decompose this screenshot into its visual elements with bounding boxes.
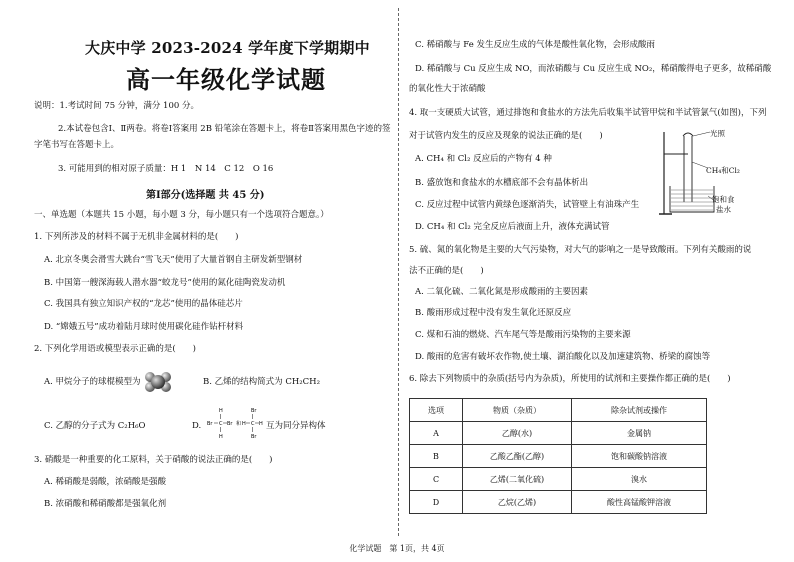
table-cell: 酸性高锰酸钾溶液 xyxy=(572,491,707,514)
part1-instructions: 一、单选题（本题共 15 小题，每小题 3 分，每小题只有一个选项符合题意。） xyxy=(34,210,329,220)
q3-option-a: A. 稀硝酸是弱酸，浓硝酸是强酸 xyxy=(44,477,167,487)
q2-stem: 2. 下列化学用语或模型表示正确的是( ) xyxy=(34,344,196,354)
q1-stem: 1. 下列所涉及的材料不属于无机非金属材料的是( ) xyxy=(34,232,239,242)
q2-option-a: A. 甲烷分子的球棍模型为 xyxy=(44,377,141,387)
left-column xyxy=(0,0,398,540)
table-cell: 溴水 xyxy=(572,468,707,491)
table-cell: B xyxy=(410,445,463,468)
svg-text:C: C xyxy=(251,421,255,427)
q6-options-table xyxy=(409,398,707,514)
table-header: 除杂试剂或操作 xyxy=(572,399,707,422)
exam-title: 高一年级化学试题 xyxy=(126,65,326,94)
q3-option-d-line1: D. 稀硝酸与 Cu 反应生成 NO，而浓硝酸与 Cu 反应生成 NO₂，稀硝酸得电子更多，故稀硝酸 xyxy=(415,64,772,74)
q6-stem: 6. 除去下列物质中的杂质(括号内为杂质)，所使用的试剂和主要操作都正确的是( ) xyxy=(409,374,731,384)
q2-option-b: B. 乙烯的结构简式为 CH₂CH₂ xyxy=(203,377,321,387)
q5-stem-line2: 法不正确的是( ) xyxy=(409,266,484,276)
page-footer: 化学试题 第 1页，共 4页 xyxy=(349,544,445,553)
q4-option-d: D. CH₄ 和 Cl₂ 完全反应后液面上升，液体充满试管 xyxy=(415,222,610,232)
q3-option-b: B. 浓硝酸和稀硝酸都是强氧化剂 xyxy=(44,499,167,509)
school-title: 大庆中学 2023-2024 学年度下学期期中 xyxy=(85,39,370,57)
q5-stem-line1: 5. 硫、氮的氧化物是主要的大气污染物，对大气的影响之一是导致酸雨。下列有关酸雨的说 xyxy=(409,245,752,255)
dibromomethane-structural-formulas xyxy=(207,406,265,450)
q2-option-d-suffix: 互为同分异构体 xyxy=(266,421,326,431)
label-ch4-cl2: CH₄和Cl₂ xyxy=(706,166,740,175)
table-cell: C xyxy=(410,468,463,491)
q5-option-c: C. 煤和石油的燃烧、汽车尾气等是酸雨污染物的主要来源 xyxy=(415,330,631,340)
table-row xyxy=(410,445,707,468)
svg-text:和: 和 xyxy=(236,421,242,427)
table-header-row xyxy=(410,399,707,422)
label-brine-1: 饱和食 xyxy=(712,195,735,204)
q5-option-d: D. 酸雨的危害有破坏农作物,使土壤、湖泊酸化以及加速建筑物、桥梁的腐蚀等 xyxy=(415,352,711,362)
note-2a: 2.本试卷包含Ⅰ、Ⅱ两卷。将卷Ⅰ答案用 2B 铅笔涂在答题卡上，将卷Ⅱ答案用黑色字迹的签 xyxy=(58,124,391,134)
svg-text:Br: Br xyxy=(251,434,257,440)
svg-text:Br: Br xyxy=(227,421,233,427)
svg-text:H: H xyxy=(219,408,223,414)
part1-heading: 第Ⅰ部分(选择题 共 45 分) xyxy=(146,190,265,201)
svg-text:H: H xyxy=(219,434,223,440)
svg-text:C: C xyxy=(219,421,223,427)
q4-stem-line1: 4. 取一支硬质大试管，通过排饱和食盐水的方法先后收集半试管甲烷和半试管氯气(如图)，下列 xyxy=(409,108,767,118)
q3-stem: 3. 硝酸是一种重要的化工原料，关于硝酸的说法正确的是( ) xyxy=(34,455,273,465)
q3-option-d-line2: 的氧化性大于浓硝酸 xyxy=(409,84,486,94)
svg-text:Br: Br xyxy=(251,408,257,414)
table-row xyxy=(410,422,707,445)
table-row xyxy=(410,468,707,491)
svg-text:H: H xyxy=(259,421,263,427)
q4-option-a: A. CH₄ 和 Cl₂ 反应后的产物有 4 种 xyxy=(415,154,552,164)
q1-option-a: A. 北京冬奥会滑雪大跳台“雪飞天”使用了大量首钢自主研发新型钢材 xyxy=(44,255,303,265)
table-row xyxy=(410,491,707,514)
svg-text:H: H xyxy=(242,421,246,427)
methane-ball-stick-model xyxy=(143,371,173,393)
table-cell: 饱和碳酸钠溶液 xyxy=(572,445,707,468)
svg-text:Br: Br xyxy=(207,421,213,427)
q4-option-b: B. 盛放饱和食盐水的水槽底部不会有晶体析出 xyxy=(415,178,589,188)
table-cell: A xyxy=(410,422,463,445)
q1-option-c: C. 我国具有独立知识产权的“龙芯”使用的晶体硅芯片 xyxy=(44,299,243,309)
label-light: 光照 xyxy=(710,129,725,138)
table-cell: 乙醇(水) xyxy=(463,422,572,445)
table-cell: 乙烷(乙烯) xyxy=(463,491,572,514)
q4-stem-line2: 对于试管内发生的反应及现象的说法正确的是( ) xyxy=(409,131,603,141)
q5-option-b: B. 酸雨形成过程中没有发生氧化还原反应 xyxy=(415,308,572,318)
table-cell: 乙烯(二氧化硫) xyxy=(463,468,572,491)
q5-option-a: A. 二氧化硫、二氧化氮是形成酸雨的主要因素 xyxy=(415,287,589,297)
note-1: 说明：1.考试时间 75 分钟，满分 100 分。 xyxy=(34,101,199,111)
q1-option-d: D. “嫦娥五号”成功着陆月球时使用碳化硅作钻杆材料 xyxy=(44,322,244,332)
q1-option-b: B. 中国第一艘深海载人潜水器“蛟龙号”使用的氮化硅陶瓷发动机 xyxy=(44,278,286,288)
table-header: 物质（杂质） xyxy=(463,399,572,422)
table-cell: D xyxy=(410,491,463,514)
note-3: 3. 可能用到的相对原子质量：H 1 N 14 C 12 O 16 xyxy=(58,164,274,174)
label-brine-2: 盐水 xyxy=(716,205,731,214)
q4-option-c: C. 反应过程中试管内黄绿色逐渐消失，试管壁上有油珠产生 xyxy=(415,200,640,210)
q2-option-c: C. 乙醇的分子式为 C₂H₆O xyxy=(44,421,146,431)
table-cell: 乙酸乙酯(乙醇) xyxy=(463,445,572,468)
q3-option-c: C. 稀硝酸与 Fe 发生反应生成的气体是酸性氧化物，会形成酸雨 xyxy=(415,40,655,50)
note-2b: 字笔书写在答题卡上。 xyxy=(34,140,120,150)
table-cell: 金属钠 xyxy=(572,422,707,445)
table-header: 选项 xyxy=(410,399,463,422)
q2-option-d-prefix: D. xyxy=(192,421,202,431)
